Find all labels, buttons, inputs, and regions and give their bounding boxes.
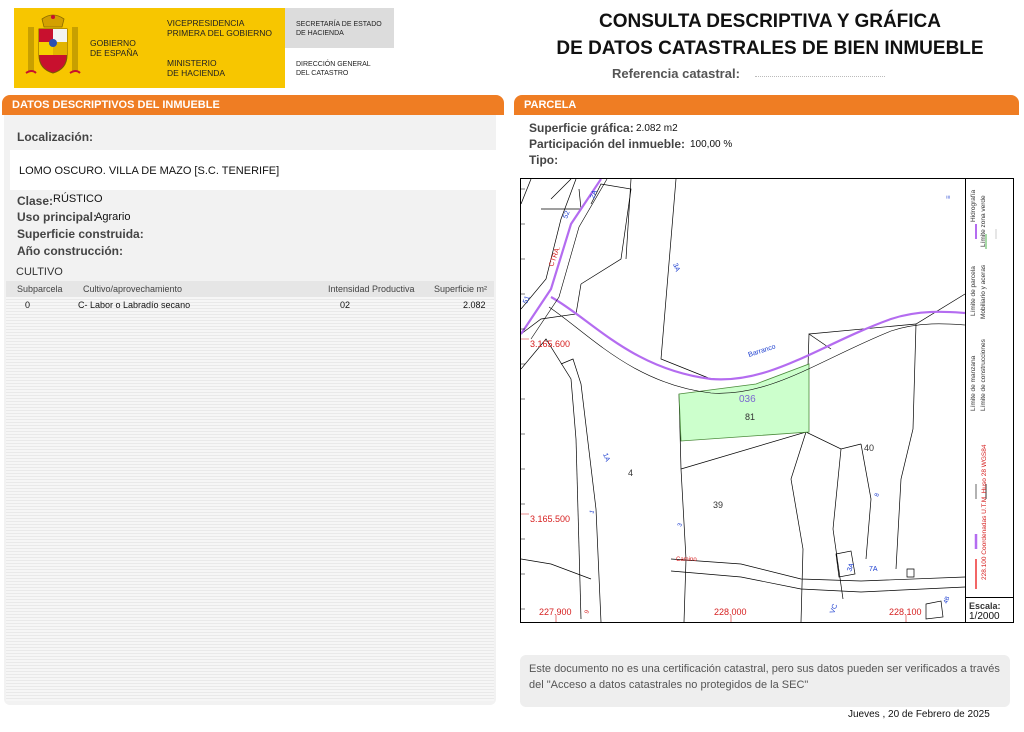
- map-edge-ticks: [521, 189, 525, 609]
- camino-label: Camino: [676, 557, 697, 563]
- ministerio-text: MINISTERIO DE HACIENDA: [167, 58, 226, 78]
- cultivo-table-body: [6, 297, 494, 701]
- label-1: 1: [589, 509, 597, 515]
- legend-zona-verde: Límite zona verde: [980, 195, 987, 247]
- coord-system-label: 228.100 Coordenadas U.T.M. Huso 28 WGS84: [981, 444, 988, 580]
- label-52: 52: [562, 209, 572, 220]
- parcel-40-label: 40: [864, 443, 875, 453]
- col-intensidad: Intensidad Productiva: [328, 284, 415, 294]
- coat-of-arms-icon: [24, 13, 82, 81]
- parcel-4-label: 4: [628, 468, 634, 478]
- superficie-grafica-value: 2.082 m2: [636, 123, 678, 134]
- parcel-id-label: 036: [739, 394, 756, 405]
- legend-mobiliario: Mobiliario y aceras: [980, 264, 987, 319]
- participacion-value: 100,00 %: [690, 139, 733, 150]
- localizacion-value: LOMO OSCURO. VILLA DE MAZO [S.C. TENERIFE]: [19, 165, 280, 177]
- vicepresidencia-text: VICEPRESIDENCIA PRIMERA DEL GOBIERNO: [167, 18, 273, 38]
- barranco-label: Barranco: [747, 343, 777, 359]
- label-vc: VC: [829, 603, 840, 615]
- uso-principal-label: Uso principal:: [17, 210, 98, 224]
- clase-value: RÚSTICO: [53, 193, 103, 205]
- secretaria-text: SECRETARÍA DE ESTADO DE HACIENDA: [296, 21, 382, 37]
- cell-intensidad: 02: [340, 300, 351, 310]
- legend-parcela: Límite de parcela: [970, 266, 977, 316]
- label-3a-small: 3A: [846, 562, 856, 573]
- gobierno-text: GOBIERNO DE ESPAÑA: [90, 38, 139, 58]
- ctra-label: CTRA.: [548, 245, 563, 268]
- legend-manzana: Límite de manzana: [970, 355, 977, 411]
- section-header-descriptivos: DATOS DESCRIPTIVOS DEL INMUEBLE: [2, 95, 504, 115]
- parcel-39-label: 39: [713, 500, 724, 510]
- label-8: 8: [874, 492, 882, 498]
- uso-principal-value: Agrario: [95, 211, 131, 223]
- col-subparcela: Subparcela: [17, 284, 63, 294]
- coord-x1: 227.900: [539, 607, 572, 617]
- escala-label: Escala:: [969, 601, 1001, 611]
- cultivo-table-header: [6, 281, 494, 297]
- cadastral-map[interactable]: [521, 179, 965, 622]
- document-date: Jueves , 20 de Febrero de 2025: [848, 709, 990, 720]
- col-cultivo: Cultivo/aprovechamiento: [83, 284, 183, 294]
- legend-construcciones: Límite de construcciones: [980, 339, 987, 411]
- tipo-label: Tipo:: [529, 153, 559, 167]
- cell-cultivo: C- Labor o Labradío secano: [78, 300, 191, 310]
- participacion-label: Participación del inmueble:: [529, 137, 686, 151]
- cultivo-title: CULTIVO: [16, 266, 63, 278]
- superficie-grafica-label: Superficie gráfica:: [529, 121, 634, 135]
- cell-subparcela: 0: [25, 300, 31, 310]
- label-2a: 2A: [589, 189, 599, 200]
- anio-construccion-label: Año construcción:: [17, 244, 124, 258]
- cell-superficie: 2.082: [463, 300, 486, 310]
- north-arrow-icon: ≡: [946, 195, 952, 199]
- coord-y1: 3.165.600: [530, 339, 571, 349]
- referencia-catastral-label: Referencia catastral:: [612, 66, 740, 81]
- coord-x3: 228.100: [889, 607, 922, 617]
- localizacion-label: Localización:: [17, 130, 94, 144]
- parcel-number-label: 81: [745, 412, 756, 422]
- map-legend: [965, 179, 1013, 597]
- superficie-construida-label: Superficie construida:: [17, 227, 144, 241]
- coord-ticks: [521, 339, 906, 622]
- clase-label: Clase:: [17, 194, 54, 208]
- label-1a: 1A: [601, 452, 611, 463]
- parcel-3a-label: 3A: [671, 262, 681, 273]
- road-edges: [531, 179, 965, 393]
- page-title: CONSULTA DESCRIPTIVA Y GRÁFICA DE DATOS CATASTRALES DE BIEN INMUEBLE: [556, 11, 984, 59]
- escala-value: 1/2000: [969, 611, 1000, 622]
- legend-hidrografia: Hidrografía: [970, 189, 977, 222]
- section-header-parcela: PARCELA: [514, 95, 1019, 115]
- label-7a: 7A: [869, 566, 878, 573]
- label-4b: 4B: [943, 595, 952, 605]
- scale-box: [965, 597, 1013, 622]
- col-superficie: Superficie m²: [434, 284, 488, 294]
- disclaimer-note: Este documento no es una certificación catastral, pero sus datos pueden ser verificados a través del "Acceso a datos catastrales no protegidos de la SEC": [520, 655, 1010, 707]
- direccion-text: DIRECCIÓN GENERAL DEL CATASTRO: [296, 61, 371, 77]
- label-3: 3: [677, 522, 685, 528]
- hydrography-lines: [521, 179, 965, 379]
- referencia-catastral-value[interactable]: [755, 76, 885, 77]
- label-9: 9: [584, 609, 592, 615]
- coord-y2: 3.165.500: [530, 514, 571, 524]
- label-51: 51: [522, 294, 532, 305]
- coord-x2: 228.000: [714, 607, 747, 617]
